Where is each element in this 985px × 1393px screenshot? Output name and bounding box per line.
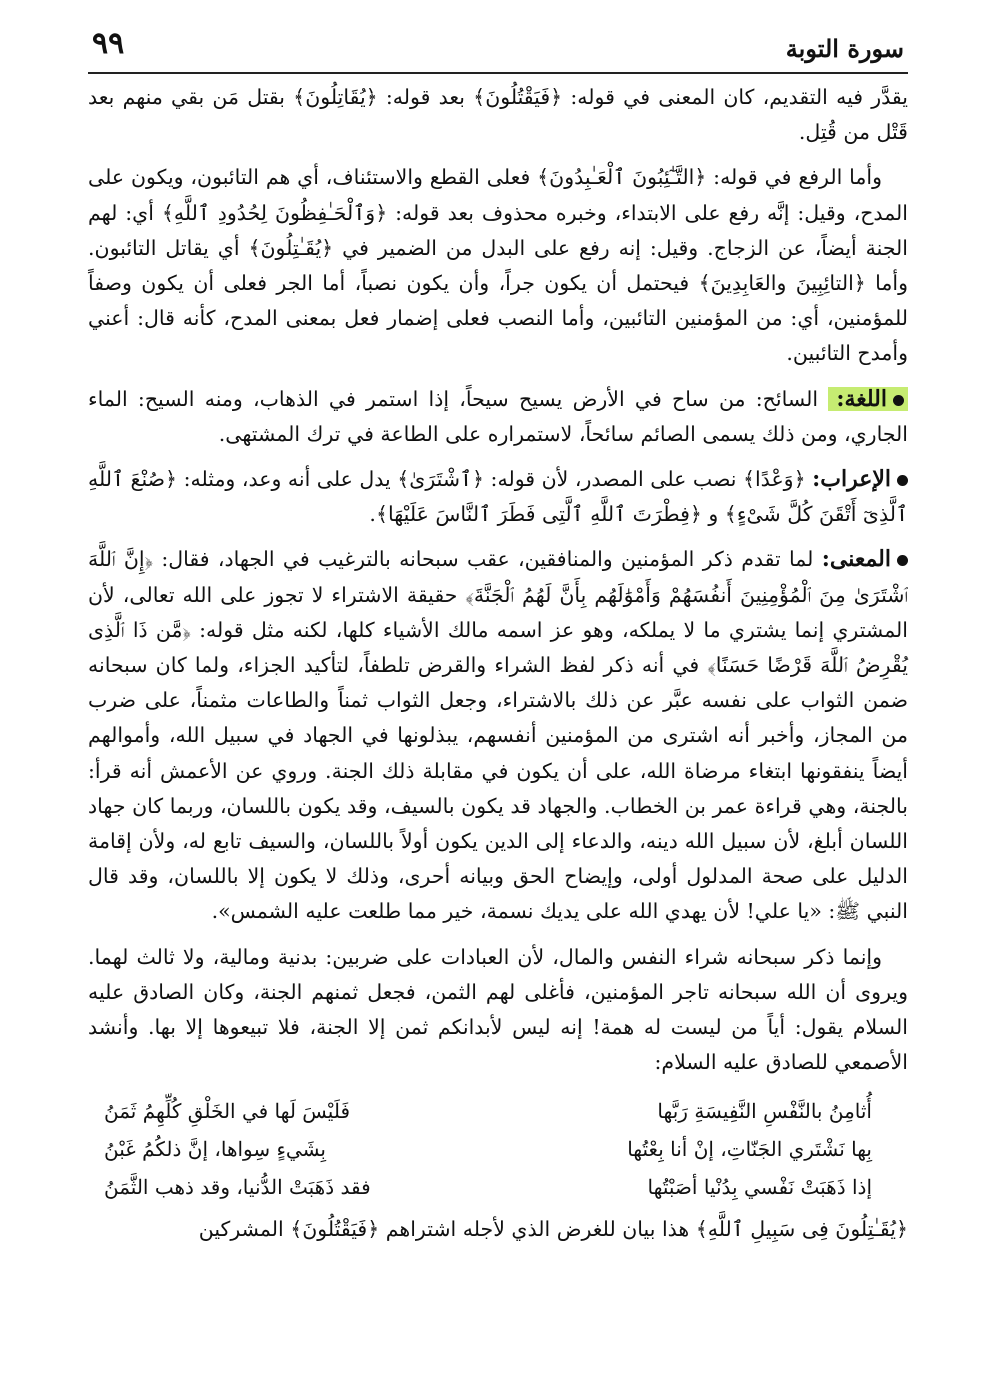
lugha-text: السائح: من ساح في الأرض يسيح سيحاً، إذا استمر في الذهاب، ومنه السيح: الماء الجاري، ومن ذلك يسمى الصائم سائحاً، لاستمراره على الطاعة في ترك المشتهى.	[88, 386, 908, 446]
poem-verse	[88, 1168, 908, 1206]
page-number: ٩٩	[92, 26, 125, 61]
irab-text: ﴿وَعْدًا﴾ نصب على المصدر، لأن قوله: ﴿ٱشْتَرَىٰ﴾ يدل على أنه وعد، ومثله: ﴿صُنْعَ ٱللَّهِ ٱلَّذِىٓ أَتْقَنَ كُلَّ شَىْءٍ﴾ و ﴿فِطْرَتَ ٱللَّهِ ٱلَّتِى فَطَرَ ٱلنَّاسَ عَلَيْهَا﴾.	[88, 467, 908, 527]
verse-second-hemistich: فَلَيْسَ لَها في الخَلْقِ كُلِّهِمُ ثَمَنُ	[104, 1099, 351, 1124]
section-lugha	[88, 382, 908, 452]
paragraph-last: ﴿يُقَـٰتِلُونَ فِى سَبِيلِ ٱللَّهِ﴾ هذا بيان للغرض الذي لأجله اشتراهم ﴿فَيَقْتُلُونَ﴾ المشركين	[198, 1217, 908, 1242]
section-mana	[88, 542, 908, 929]
bullet-icon	[897, 475, 908, 486]
poem-verse	[88, 1092, 908, 1130]
verse-second-hemistich: بِشَيءٍ سِواها، إنَّ ذلكُمُ غَبْنُ	[104, 1137, 326, 1162]
page-body	[88, 80, 908, 1248]
poem	[88, 1092, 908, 1206]
page-header	[88, 22, 908, 74]
verse-second-hemistich: فقد ذَهَبَتْ الدُّنيا، وقد ذهب الثَّمَنُ	[104, 1175, 371, 1200]
paragraph-shira: وإنما ذكر سبحانه شراء النفس والمال، لأن العبادات على ضربين: بدنية ومالية، ولا ثالث لهما. ويروى أن الله سبحانه تاجر المؤمنين، فأغلى لهم الثمن، فجعل ثمنهم الجنة، وكان الصادق عليه السلام يقول: أياً من ليست له همة! إنه ليس لأبدانكم ثمن إلا الجنة، فلا تبيعوها إلا بها. وأنشد الأصمعي للصادق عليه السلام:	[88, 944, 908, 1075]
section-irab	[88, 462, 908, 532]
surah-title: سورة التوبة	[785, 34, 904, 63]
poem-verse	[88, 1130, 908, 1168]
mana-text: لما تقدم ذكر المؤمنين والمنافقين، عقب سبحانه بالترغيب في الجهاد، فقال: ﴿إِنَّ ٱللَّهَ ٱشْتَرَىٰ مِنَ ٱلْمُؤْمِنِينَ أَنفُسَهُمْ وَأَمْوَٰلَهُم بِأَنَّ لَهُمُ ٱلْجَنَّةَ﴾ حقيقة الاشتراء لا تجوز على الله تعالى، لأن المشتري إنما يشتري ما لا يملكه، وهو عز اسمه مالك الأشياء كلها، لكنه مثل قوله: ﴿مَّن ذَا ٱلَّذِى يُقْرِضُ ٱللَّهَ قَرْضًا حَسَنًا﴾ في أنه ذكر لفظ الشراء والقرض تلطفاً، لتأكيد الجزاء، ولما كان سبحانه ضمن الثواب على نفسه عبَّر عن ذلك بالاشتراء، وجعل الثواب ثمناً والطاعات مثمناً، على ضرب من المجاز، وأخبر أنه اشترى من المؤمنين أنفسهم، يبذلونها في الجهاد في سبيل الله، وأموالهم أيضاً ينفقونها ابتغاء مرضاة الله، على أن يكون في مقابلة ذلك الجنة. وروي عن الأعمش أنه قرأ: بالجنة، وهي قراءة عمر بن الخطاب. والجهاد قد يكون بالسيف، وقد يكون باللسان، وربما كان جهاد اللسان أبلغ، لأن سبيل الله دينه، والدعاء إلى الدين يكون أولاً باللسان، والسيف تابع له، ولأن إقامة الدليل على صحة المدلول أولى، وإيضاح الحق وبيانه أحرى، وذلك لا يكون إلا باللسان، وقد قال النبي ﷺ: «يا علي! لأن يهدي الله على يديك نسمة، خير مما طلعت عليه الشمس».	[88, 547, 908, 924]
lugha-highlight	[828, 387, 908, 411]
bullet-icon	[897, 555, 908, 566]
bullet-icon	[893, 395, 904, 406]
verse-first-hemistich: أُثامِنُ بالنَّفْسِ النَّفِيسَةِ رَبَّها	[657, 1099, 872, 1124]
lugha-label: اللغة:	[836, 385, 887, 412]
paragraph-intro: يقدَّر فيه التقديم، كان المعنى في قوله: ﴿فَيَقْتُلُونَ﴾ بعد قوله: ﴿يُقَاتِلُونَ﴾ بقتل مَن بقي منهم بعد قَتْل من قُتِل.	[88, 85, 908, 145]
verse-first-hemistich: بِها نَشْتَري الجَنّاتِ، إنْ أنا بِعْتُها	[627, 1137, 872, 1162]
paragraph-raf: وأما الرفع في قوله: ﴿التَّـٰٓئِبُونَ ٱلْعَـٰبِدُونَ﴾ فعلى القطع والاستئناف، أي هم التائبون، ويكون على المدح، وقيل: إنَّه رفع على الابتداء، وخبره محذوف بعد قوله: ﴿وَٱلْحَـٰفِظُونَ لِحُدُودِ ٱللَّهِ﴾ أي: لهم الجنة أيضاً، عن الزجاج. وقيل: إنه رفع على البدل من الضمير في ﴿يُقَـٰتِلُونَ﴾ أي يقاتل التائبون. وأما ﴿التائِبِينَ والعَابِدِينَ﴾ فيحتمل أن يكون جراً، وأن يكون نصباً، أما الجر فعلى أن يكون وصفاً للمؤمنين، أي: من المؤمنين التائبين، وأما النصب فعلى إضمار فعل بمعنى المدح، كأنه قال: أعني وأمدح التائبين.	[88, 165, 908, 366]
irab-label: الإعراب:	[812, 466, 891, 493]
book-page	[88, 22, 908, 1372]
verse-first-hemistich: إذا ذَهَبَتْ نَفْسي بِدُنْيا أصَبْتُها	[647, 1175, 872, 1200]
mana-label: المعنى:	[821, 546, 891, 573]
